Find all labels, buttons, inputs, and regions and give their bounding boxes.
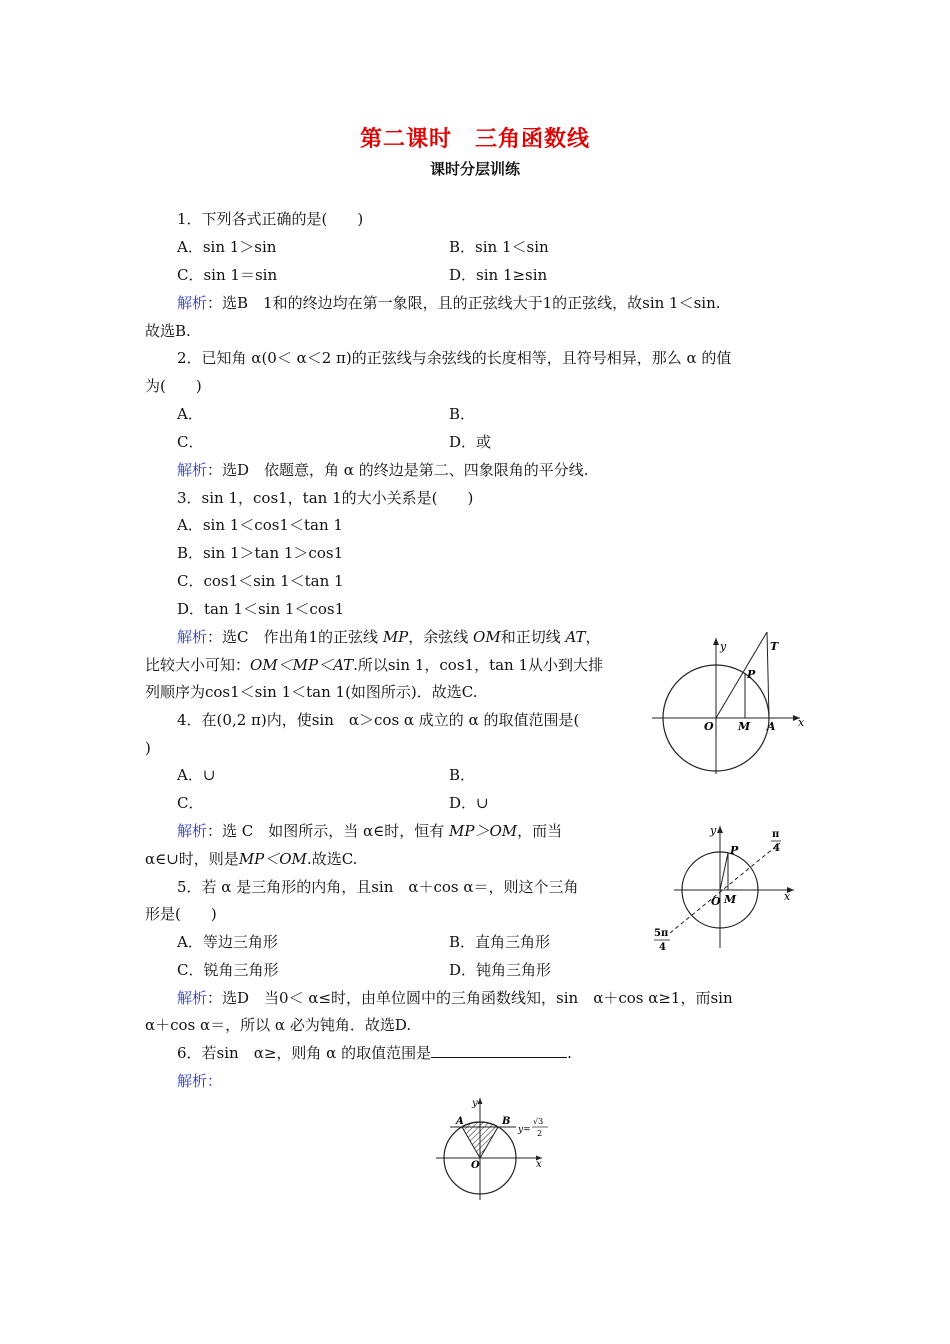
fig1-label-m: M [738, 720, 751, 733]
fig1-label-t: T [770, 640, 779, 653]
fig3-label-o: O [471, 1160, 480, 1171]
fig2-label-x: x [784, 890, 791, 903]
q3-stem: 3．sin 1，cos1，tan 1的大小关系是( ) [177, 489, 474, 507]
q6-stem: 6．若sin α≥，则角 α 的取值范围是 . [177, 1044, 572, 1062]
q2-stem-line2: 为( ) [145, 377, 202, 395]
page-subtitle: 课时分层训练 [429, 160, 520, 178]
figure-unit-circle-sector [432, 1094, 556, 1204]
q2-stem-line1: 2．已知角 α(0＜ α＜2 π)的正弦线与余弦线的长度相等，且符号相异，那么 α 的值 [177, 349, 732, 367]
answer-label: 解析 [177, 461, 208, 479]
q4-stem-line2: ) [145, 739, 151, 757]
q3-option-c: C．cos1＜sin 1＜tan 1 [177, 572, 344, 590]
fig3-label-yeq: y= [518, 1125, 531, 1135]
q1-option-b: B．sin 1＜sin [449, 238, 549, 256]
q3-option-b: B．sin 1＞tan 1＞cos1 [177, 544, 344, 562]
q5-answer-line2: α＋cos α＝，所以 α 必为钝角．故选D. [145, 1016, 412, 1034]
figure-unit-circle-bisector [648, 818, 798, 958]
q4-option-d: D．∪ [449, 794, 489, 812]
q4-stem-line1: 4．在(0,2 π)内，使sin α＞cos α 成立的 α 的取值范围是( [177, 711, 580, 729]
q1-option-a: A．sin 1＞sin [177, 238, 277, 256]
fig3-label-x: x [536, 1159, 542, 1170]
q3-answer-line1: 解析：选C 作出角1的正弦线 MP，余弦线 OM和正切线 AT， [177, 628, 601, 646]
q1-stem: 1．下列各式正确的是( ) [177, 210, 364, 228]
q5-answer-line1: 解析：选D 当0＜ α≤时，由单位圆中的三角函数线知，sin α＋cos α≥1，而sin [177, 989, 733, 1007]
q3-answer-line2: 比较大小可知：OM＜MP＜AT.所以sin 1，cos1，tan 1从小到大排 [145, 656, 604, 674]
q1-answer-line2: 故选B. [145, 322, 191, 340]
fig2-label-5pi4-num: 5π [654, 928, 669, 939]
q3-option-a: A．sin 1＜cos1＜tan 1 [177, 516, 343, 534]
q4-option-c: C． [177, 794, 204, 812]
q5-option-a: A．等边三角形 [177, 933, 278, 951]
fig3-label-sqrt3: √3 [533, 1117, 544, 1126]
fig3-label-y: y [472, 1098, 478, 1109]
q6-answer-blank[interactable] [431, 1043, 567, 1058]
answer-label: 解析 [177, 628, 208, 646]
q5-option-b: B．直角三角形 [449, 933, 551, 951]
q1-option-c: C．sin 1＝sin [177, 266, 278, 284]
fig1-label-y: y [720, 640, 727, 653]
q2-option-b: B． [449, 405, 476, 423]
q5-option-d: D．钝角三角形 [449, 961, 552, 979]
fig1-label-o: O [704, 720, 714, 733]
q2-option-a: A． [177, 405, 203, 423]
q1-answer-line1: 解析：选B 1和的终边均在第一象限，且的正弦线大于1的正弦线，故sin 1＜sin. [177, 294, 721, 312]
answer-label: 解析 [177, 294, 208, 312]
page-title: 第二课时 三角函数线 [359, 126, 590, 152]
q6-answer-label: 解析： [177, 1072, 223, 1090]
fig2-label-m: M [724, 893, 737, 906]
fig1-label-a: A [767, 720, 776, 733]
fig2-label-pi4-num: π [772, 829, 780, 840]
fig1-label-x: x [798, 716, 805, 729]
q1-option-d: D．sin 1≥sin [449, 266, 548, 284]
q2-answer-line1: 解析：选D 依题意，角 α 的终边是第二、四象限角的平分线. [177, 461, 589, 479]
q2-option-d: D．或 [449, 433, 492, 451]
q4-option-b: B． [449, 766, 476, 784]
q4-answer-line2: α∈∪时，则是MP＜OM.故选C. [145, 850, 358, 868]
fig2-label-o: O [711, 895, 721, 908]
fig2-label-y: y [710, 824, 717, 837]
fig2-label-pi4-den: 4 [773, 843, 780, 854]
fig3-label-a: A [456, 1116, 464, 1127]
answer-label: 解析 [177, 822, 208, 840]
fig2-label-p: P [730, 844, 739, 857]
figure-unit-circle-tangent [650, 628, 810, 776]
q4-option-a: A．∪ [177, 766, 216, 784]
q3-answer-line3: 列顺序为cos1＜sin 1＜tan 1(如图所示)．故选C. [145, 683, 478, 701]
fig3-label-b: B [502, 1116, 511, 1127]
q4-answer-line1: 解析：选 C 如图所示，当 α∈时，恒有 MP＞OM，而当 [177, 822, 563, 840]
q5-option-c: C．锐角三角形 [177, 961, 279, 979]
fig1-label-p: P [747, 668, 756, 681]
answer-label: 解析 [177, 989, 208, 1007]
q5-stem-line2: 形是( ) [145, 905, 217, 923]
fig2-label-5pi4-den: 4 [659, 942, 666, 953]
q2-option-c: C． [177, 433, 204, 451]
q3-option-d: D．tan 1＜sin 1＜cos1 [177, 600, 345, 618]
fig3-label-den: 2 [537, 1129, 543, 1138]
q5-stem-line1: 5．若 α 是三角形的内角，且sin α＋cos α＝，则这个三角 [177, 878, 579, 896]
